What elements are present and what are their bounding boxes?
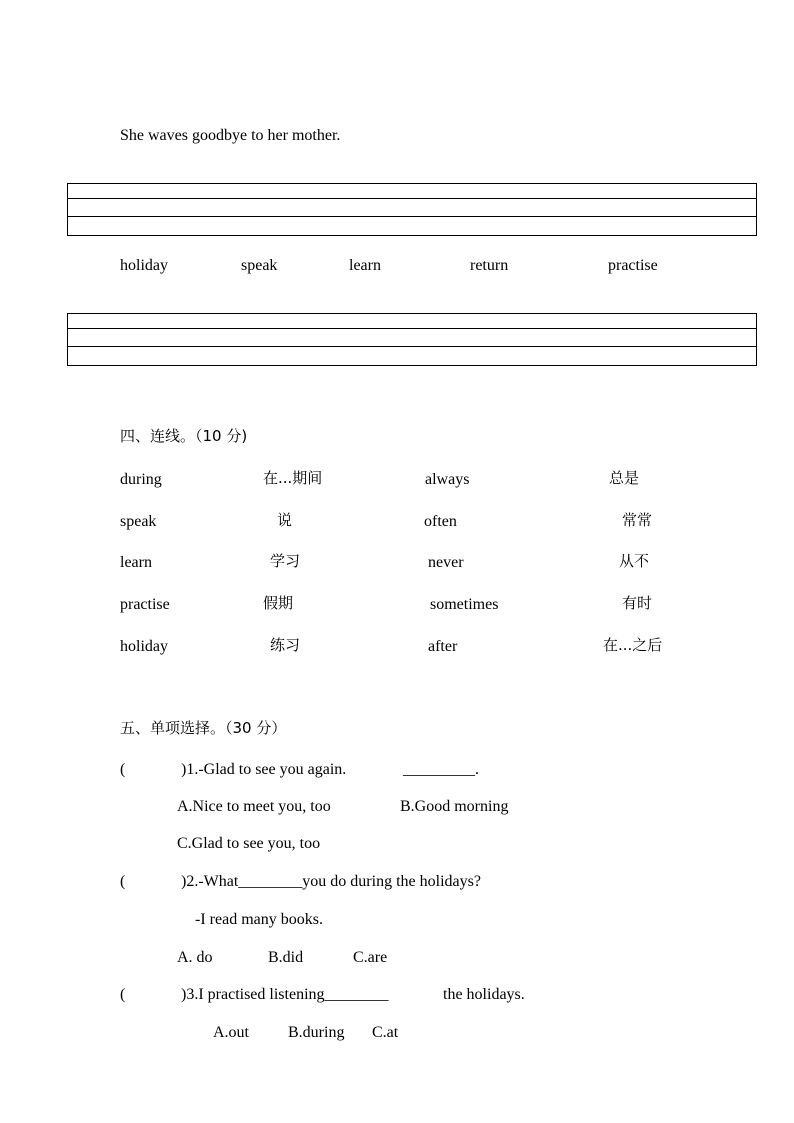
match-chinese-word: 在...期间 [263,469,323,487]
match-english-word: learn [120,554,152,571]
match-english-word: during [120,471,162,488]
question-2-answer-line: -I read many books. [195,911,323,928]
match-english-word: practise [120,596,170,613]
match-english-word: after [428,638,458,655]
sentence-text: She waves goodbye to her mother. [120,127,341,144]
writing-lines-box-1[interactable] [67,183,757,236]
match-chinese-word: 练习 [270,636,301,654]
match-english-word: often [424,513,457,530]
question-1-stem: )1.-Glad to see you again. [181,761,347,778]
word-bank-item: learn [349,257,381,274]
match-chinese-word: 从不 [619,552,650,570]
word-bank-item: practise [608,257,658,274]
match-english-word: never [428,554,464,571]
question-3-stem: )3.I practised listening________ [181,986,389,1003]
match-chinese-word: 说 [277,511,293,529]
question-3-option-c[interactable]: C.at [372,1024,399,1041]
question-3-paren[interactable]: ( [120,986,126,1003]
section-5-title: 五、单项选择。（30 分） [120,719,287,737]
match-chinese-word: 学习 [270,552,301,570]
writing-rule [68,346,756,347]
word-bank-item: return [470,257,509,274]
match-chinese-word: 有时 [622,594,653,612]
question-2-paren[interactable]: ( [120,873,126,890]
question-1-blank[interactable]: _________. [403,761,479,778]
question-2-stem: )2.-What________you do during the holidays? [181,873,481,890]
match-english-word: speak [120,513,157,530]
question-3-option-a[interactable]: A.out [213,1024,249,1041]
question-2-option-b[interactable]: B.did [268,949,304,966]
question-2-option-a[interactable]: A. do [177,949,213,966]
match-english-word: holiday [120,638,168,655]
section-4-title: 四、连线。（10 分) [120,427,248,445]
match-chinese-word: 常常 [622,511,653,529]
question-1-option-c[interactable]: C.Glad to see you, too [177,835,321,852]
writing-rule [68,198,756,199]
question-2-option-c[interactable]: C.are [353,949,388,966]
question-3-tail: the holidays. [443,986,525,1003]
writing-lines-box-2[interactable] [67,313,757,366]
match-chinese-word: 假期 [263,594,294,612]
writing-rule [68,328,756,329]
question-3-option-b[interactable]: B.during [288,1024,345,1041]
word-bank-item: holiday [120,257,168,274]
match-english-word: sometimes [430,596,499,613]
match-chinese-word: 总是 [609,469,640,487]
writing-rule [68,216,756,217]
match-chinese-word: 在...之后 [603,636,663,654]
word-bank-item: speak [241,257,278,274]
question-1-paren[interactable]: ( [120,761,126,778]
question-1-option-b[interactable]: B.Good morning [400,798,509,815]
match-english-word: always [425,471,470,488]
question-1-option-a[interactable]: A.Nice to meet you, too [177,798,331,815]
